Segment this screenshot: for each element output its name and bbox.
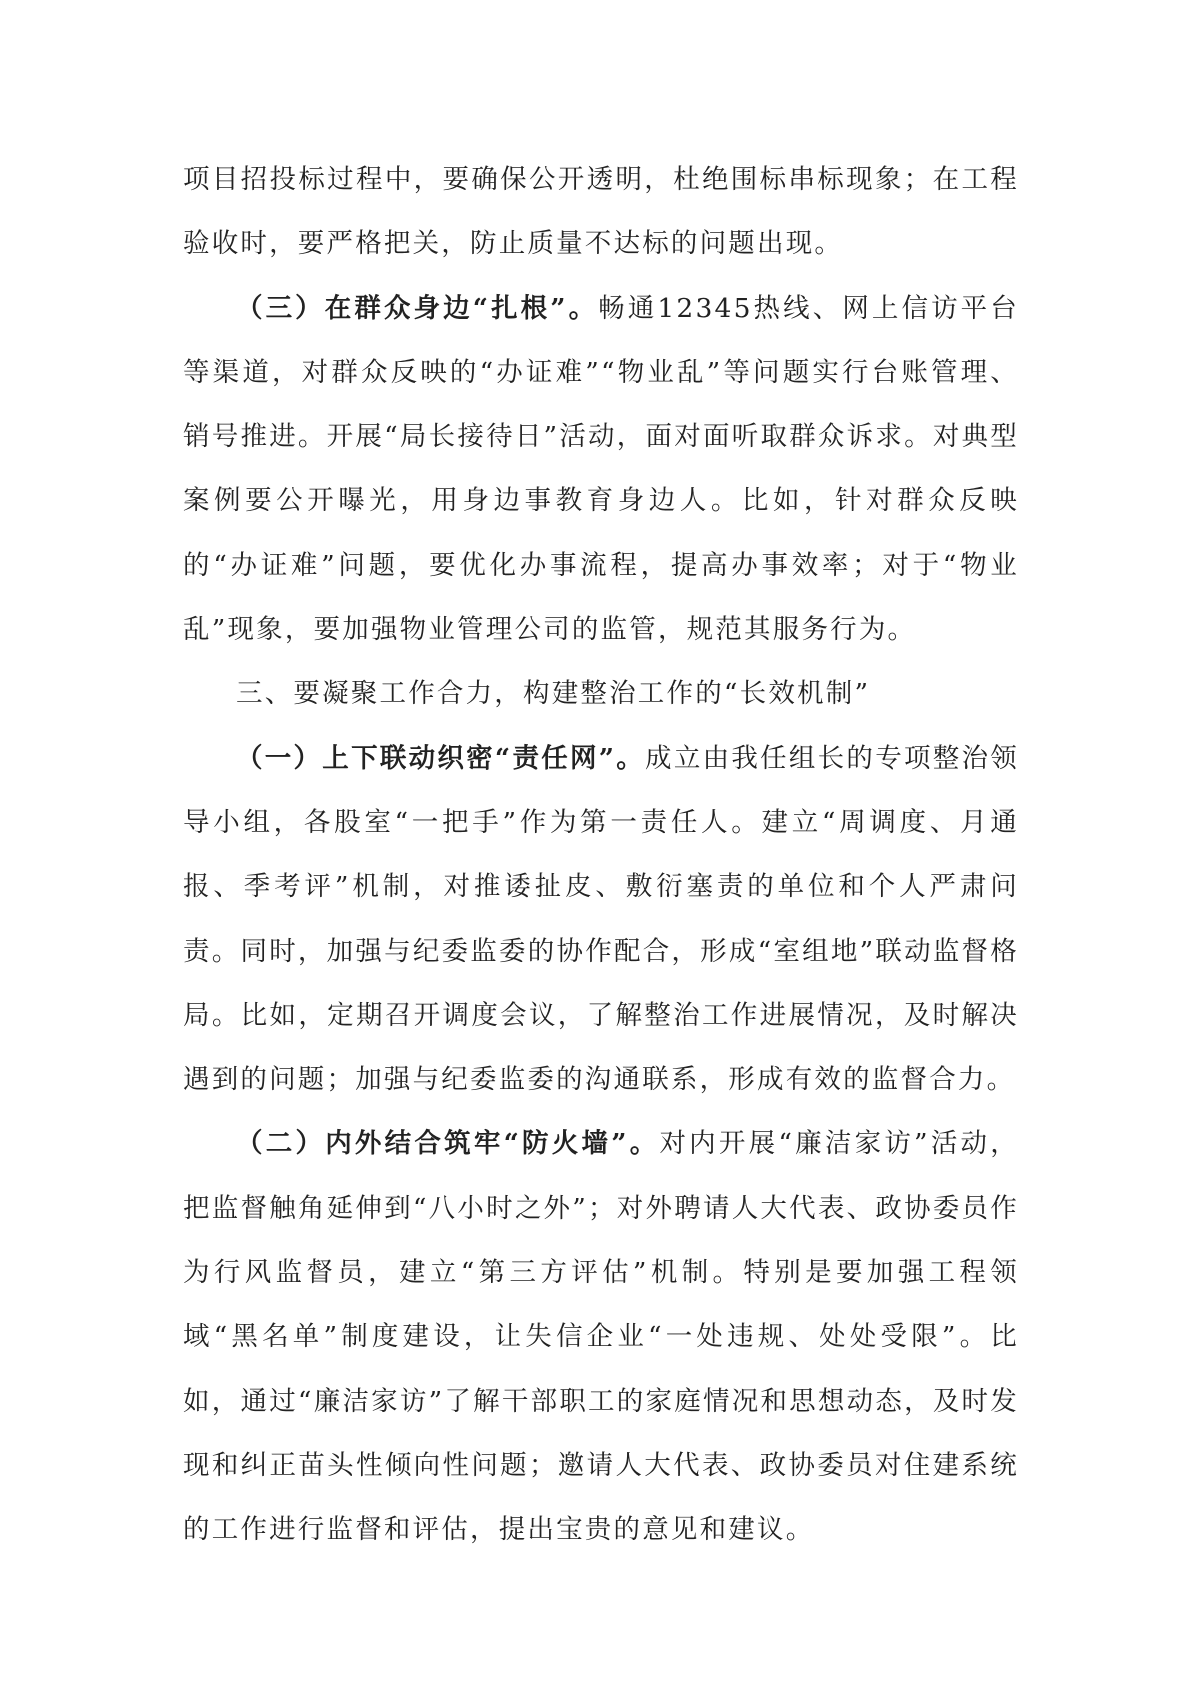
paragraph-subsection-2 (183, 1112, 1019, 1562)
paragraph-lead-heading: （二）内外结合筑牢“防火墙”。 (236, 1128, 660, 1160)
paragraph-lead-heading: （三）在群众身边“扎根”。 (236, 292, 599, 324)
section-heading-text: 三、要凝聚工作合力，构建整治工作的“长效机制” (236, 678, 871, 710)
paragraph-continuation (183, 148, 1019, 277)
paragraph-text: 对内开展“廉洁家访”活动，把监督触角延伸到“八小时之外”；对外聘请人大代表、政协委员作为行风监督员，建立“第三方评估”机制。特别是要加强工程领域“黑名单”制度建设，让失信企业“一处违规、处处受限”。比如，通过“廉洁家访”了解干部职工的家庭情况和思想动态，及时发现和纠正苗头性倾向性问题；邀请人大代表、政协委员对住建系统的工作进行监督和评估，提出宝贵的意见和建议。 (183, 1128, 1019, 1546)
paragraph-text: 畅通12345热线、网上信访平台等渠道，对群众反映的“办证难”“物业乱”等问题实行台账管理、销号推进。开展“局长接待日”活动，面对面听取群众诉求。对典型案例要公开曝光，用身边事教育身边人。比如，针对群众反映的“办证难”问题，要优化办事流程，提高办事效率；对于“物业乱”现象，要加强物业管理公司的监管，规范其服务行为。 (183, 292, 1019, 646)
section-heading (183, 662, 1019, 726)
paragraph-subsection-1 (183, 727, 1019, 1113)
paragraph-text: 成立由我任组长的专项整治领导小组，各股室“一把手”作为第一责任人。建立“周调度、月通报、季考评”机制，对推诿扯皮、敷衍塞责的单位和个人严肃问责。同时，加强与纪委监委的协作配合，形成“室组地”联动监督格局。比如，定期召开调度会议，了解整治工作进展情况，及时解决遇到的问题；加强与纪委监委的沟通联系，形成有效的监督合力。 (183, 742, 1019, 1096)
document-body (183, 148, 1019, 1563)
paragraph-lead-heading: （一）上下联动织密“责任网”。 (236, 742, 646, 774)
paragraph-section-3 (183, 277, 1019, 663)
paragraph-text: 项目招投标过程中，要确保公开透明，杜绝围标串标现象；在工程验收时，要严格把关，防止质量不达标的问题出现。 (183, 164, 1019, 260)
